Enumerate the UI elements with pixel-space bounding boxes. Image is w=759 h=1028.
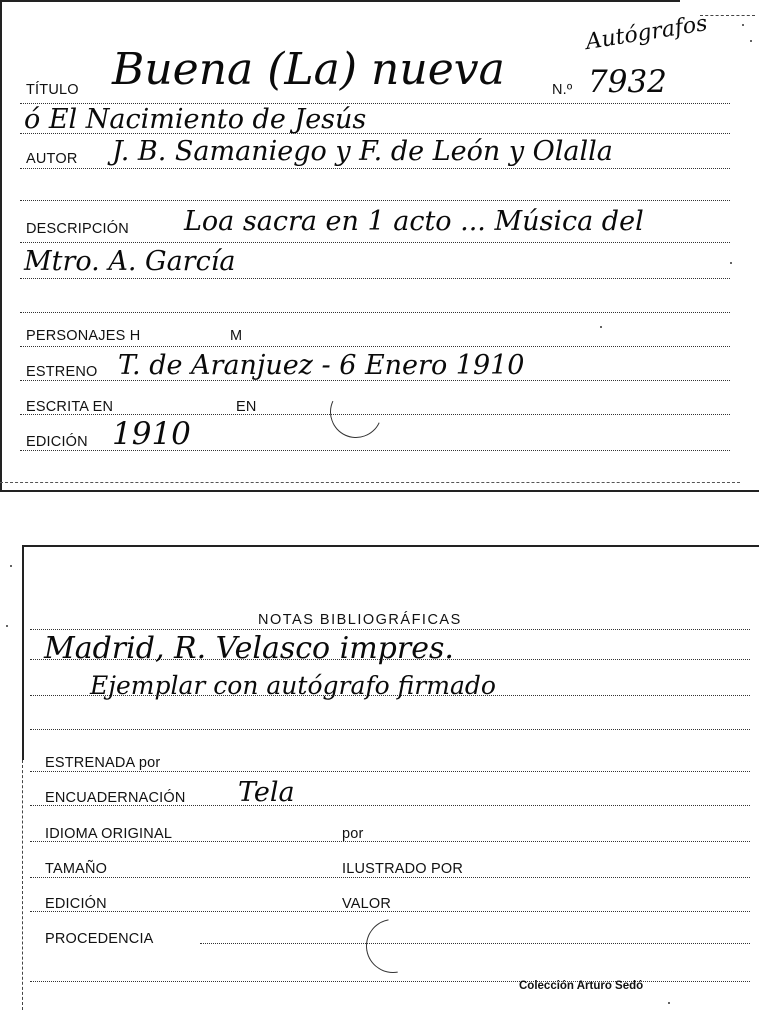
card-top-edge (22, 545, 759, 547)
handwritten-description-line2: Mtro. A. García (24, 246, 236, 277)
handwritten-title-line2: ó El Nacimiento de Jesús (24, 104, 367, 135)
punch-hole (323, 379, 390, 446)
collection-footer: Colección Arturo Sedó (519, 980, 644, 992)
label-procedencia: PROCEDENCIA (45, 931, 154, 947)
label-notas-bibliograficas: NOTAS BIBLIOGRÁFICAS (258, 612, 462, 628)
handwritten-notes-line2: Ejemplar con autógrafo firmado (90, 671, 496, 700)
card-left-edge (22, 545, 24, 760)
handwritten-estreno: T. de Aranjuez - 6 Enero 1910 (118, 350, 525, 381)
punch-hole (355, 908, 430, 983)
handwritten-edition-year: 1910 (112, 416, 191, 452)
card-top-edge (0, 0, 680, 2)
label-edicion: EDICIÓN (45, 896, 107, 912)
label-estreno: ESTRENO (26, 364, 98, 380)
handwritten-title-line1: Buena (La) nueva (112, 44, 505, 95)
card-left-edge (0, 0, 2, 492)
label-autor: AUTOR (26, 151, 78, 167)
label-valor: VALOR (342, 896, 392, 912)
label-descripcion: DESCRIPCIÓN (26, 221, 129, 237)
label-numero: N.º (552, 82, 573, 98)
handwritten-binding: Tela (238, 777, 295, 808)
label-ilustrado-por: ILUSTRADO POR (342, 861, 464, 877)
handwritten-catalog-number: 7932 (588, 64, 667, 100)
label-idioma-original: IDIOMA ORIGINAL (45, 826, 173, 842)
label-encuadernacion: ENCUADERNACIÓN (45, 790, 186, 806)
label-personajes: PERSONAJES H (26, 328, 141, 344)
label-en: EN (236, 399, 257, 415)
label-personajes-m: M (230, 328, 243, 344)
handwritten-corner-note: Autógrafos (584, 11, 710, 55)
handwritten-notes-line1: Madrid, R. Velasco impres. (44, 631, 454, 666)
handwritten-description-line1: Loa sacra en 1 acto ... Música del (184, 206, 644, 237)
label-edicion: EDICIÓN (26, 434, 88, 450)
catalog-card-front (0, 0, 759, 492)
label-tamano: TAMAÑO (45, 861, 108, 877)
catalog-card-back (0, 545, 759, 1028)
card-bottom-edge (0, 490, 759, 492)
label-escrita-en: ESCRITA EN (26, 399, 114, 415)
handwritten-author: J. B. Samaniego y F. de León y Olalla (112, 136, 613, 167)
label-titulo: TÍTULO (26, 82, 79, 98)
label-estrenada-por: ESTRENADA por (45, 755, 161, 771)
label-por: por (342, 826, 364, 842)
